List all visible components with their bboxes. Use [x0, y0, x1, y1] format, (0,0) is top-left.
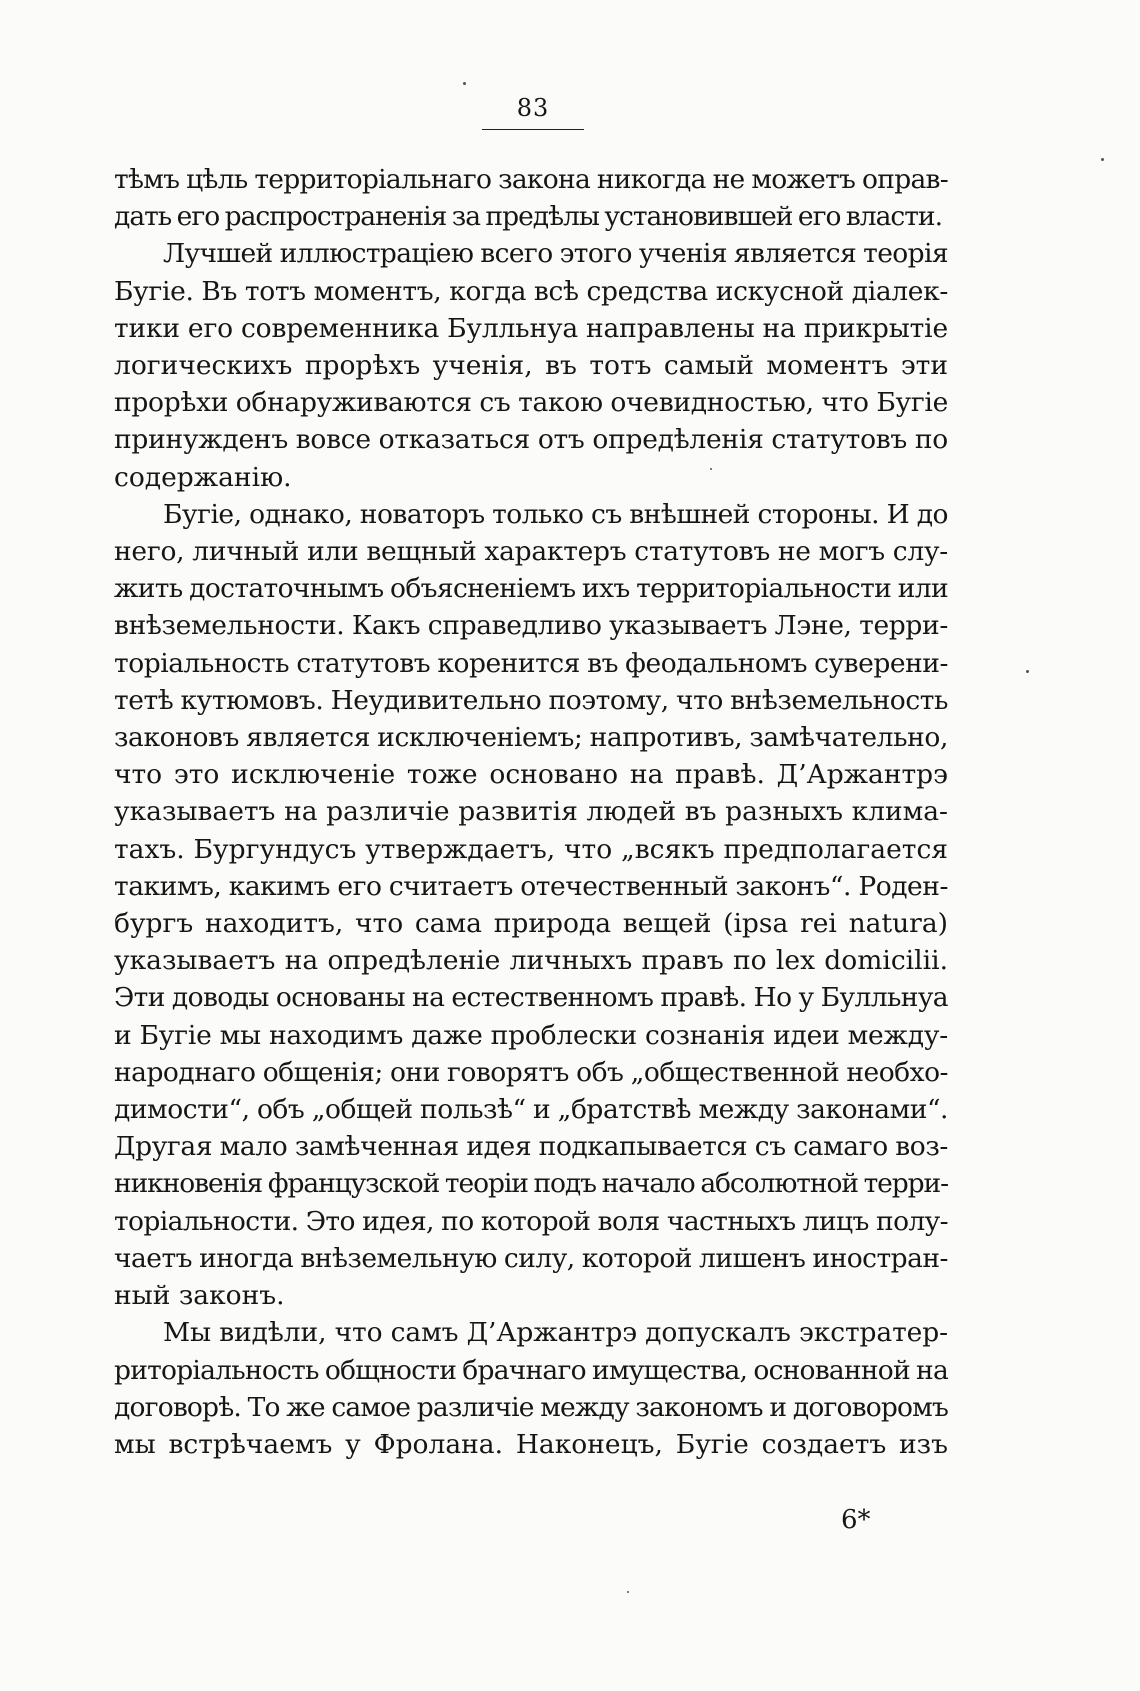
text-line: и Бугіе мы находимъ даже проблески сознанія идеи между-	[114, 1019, 948, 1051]
text-line: риторіальность общности брачнаго имущества, основанной на	[114, 1354, 948, 1386]
text-line: тахъ. Бургундусъ утверждаетъ, что „всякъ предполагается	[114, 833, 948, 865]
text-line: никновенія французской теоріи подъ начало абсолютной терри-	[114, 1168, 948, 1200]
text-line: Мы видѣли, что самъ Д’Аржантрэ допускалъ экстратер-	[163, 1317, 948, 1349]
text-line: содержанію.	[114, 461, 292, 493]
text-line: указываетъ на различіе развитія людей въ разныхъ клима-	[114, 796, 948, 828]
text-line: бургъ находитъ, что сама природа вещей (ipsa rei natura)	[114, 908, 948, 940]
text-line: Другая мало замѣченная идея подкапывается съ самаго воз-	[114, 1131, 948, 1163]
text-line: такимъ, какимъ его считаетъ отечественный законъ“. Роден-	[114, 870, 948, 902]
text-line: прорѣхи обнаруживаются съ такою очевидностью, что Бугіе	[114, 387, 948, 419]
text-line: жить достаточнымъ объясненіемъ ихъ территоріальности или	[114, 573, 948, 605]
scan-speck	[1101, 158, 1104, 161]
text-line: указываетъ на опредѣленіе личныхъ правъ по lex domicilii.	[114, 945, 948, 977]
text-line: дать его распространенія за предѣлы установившей его власти.	[114, 201, 943, 233]
text-line: Бугіе. Въ тотъ моментъ, когда всѣ средства искусной діалек-	[114, 275, 948, 307]
scan-speck	[1026, 670, 1029, 673]
scan-speck	[710, 468, 712, 470]
text-line: чаетъ иногда внѣземельную силу, которой лишенъ иностран-	[114, 1242, 948, 1274]
text-line: народнаго общенія; они говорятъ объ „общественной необхо-	[114, 1056, 948, 1088]
text-line: мы встрѣчаемъ у Фролана. Наконецъ, Бугіе создаетъ изъ	[114, 1428, 948, 1460]
scan-speck	[627, 1591, 629, 1593]
text-line: Лучшей иллюстраціею всего этого ученія является теорія	[163, 238, 948, 270]
page-number-rule	[482, 129, 584, 130]
text-line: торіальности. Это идея, по которой воля частныхъ лицъ полу-	[114, 1205, 948, 1237]
text-line: что это исключеніе тоже основано на правѣ. Д’Аржантрэ	[114, 759, 948, 791]
text-line: внѣземельности. Какъ справедливо указываетъ Лэне, терри-	[114, 610, 948, 642]
text-line: принужденъ вовсе отказаться отъ опредѣленія статутовъ по	[114, 424, 948, 456]
text-line: тетѣ кутюмовъ. Неудивительно поэтому, что внѣземельность	[114, 684, 948, 716]
scan-speck	[463, 82, 466, 85]
body-text	[114, 161, 948, 1463]
text-line: законовъ является исключеніемъ; напротивъ, замѣчательно,	[114, 722, 948, 754]
text-line: тики его современника Булльнуа направлены на прикрытіе	[114, 312, 948, 344]
text-line: него, личный или вещный характеръ статутовъ не могъ слу-	[114, 536, 948, 568]
text-line: договорѣ. То же самое различіе между закономъ и договоромъ	[114, 1391, 948, 1423]
text-line: логическихъ прорѣхъ ученія, въ тотъ самый моментъ эти	[114, 350, 948, 382]
text-line: Эти доводы основаны на естественномъ правѣ. Но у Булльнуа	[114, 982, 948, 1014]
text-line: Бугіе, однако, новаторъ только съ внѣшней стороны. И до	[163, 498, 948, 530]
signature-mark: 6*	[841, 1505, 871, 1535]
text-line: торіальность статутовъ коренится въ феодальномъ суверени-	[114, 647, 948, 679]
text-line: тѣмъ цѣль территоріальнаго закона никогда не можетъ оправ-	[114, 164, 948, 195]
text-line: ный законъ.	[114, 1280, 285, 1312]
text-line: димости“, объ „общей пользѣ“ и „братствѣ между законами“.	[114, 1094, 948, 1126]
page-number: 83	[516, 94, 550, 122]
